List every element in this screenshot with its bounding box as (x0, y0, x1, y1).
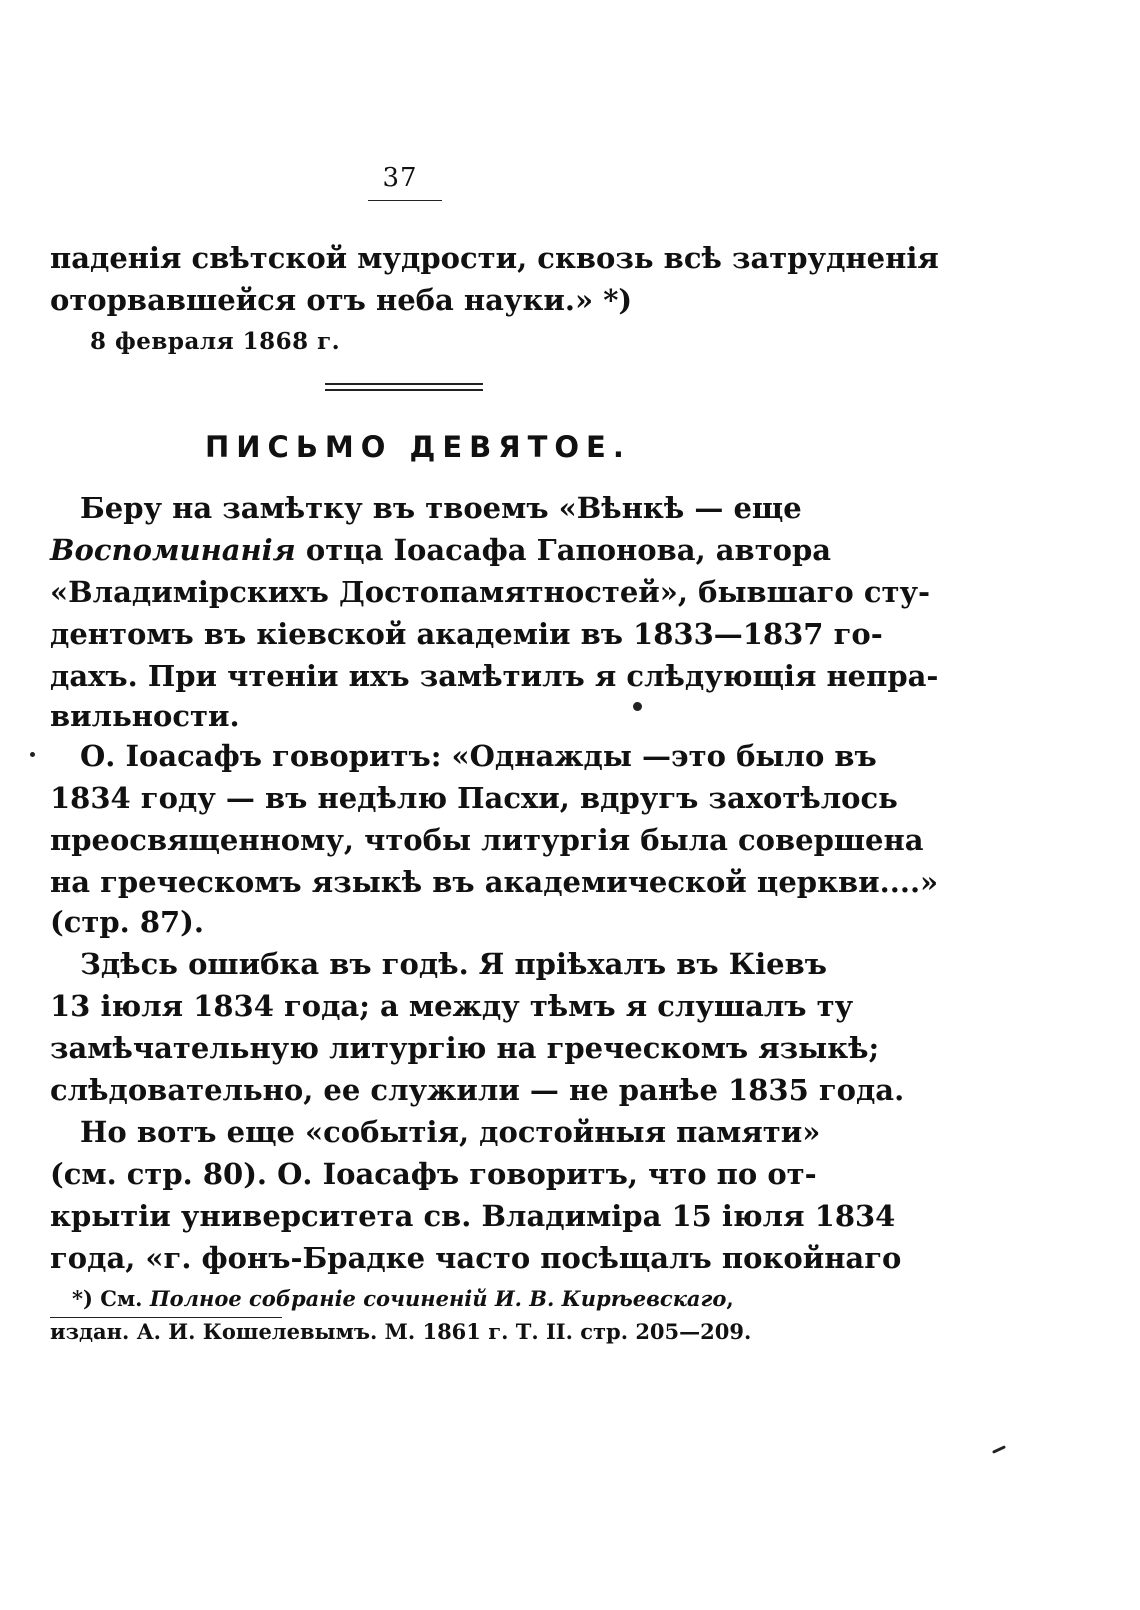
section-heading: ПИСЬМО ДЕВЯТОЕ. (205, 430, 631, 464)
text-line: дентомъ въ кіевской академіи въ 1833—1837 го- (50, 617, 883, 651)
text-line: вильности. (50, 699, 240, 733)
text-span: отца Іоасафа Гапонова, автора (295, 533, 832, 567)
text-line: дахъ. При чтеніи ихъ замѣтилъ я слѣдующія непра- (50, 659, 939, 693)
footnote-title: Полное собраніе сочиненій И. В. Кирѣевскаго (149, 1286, 727, 1311)
text-line: Беру на замѣтку въ твоемъ «Вѣнкѣ — еще (80, 491, 802, 525)
text-line: О. Іоасафъ говоритъ: «Однажды —это было въ (80, 739, 877, 773)
footnote-comma: , (726, 1286, 734, 1311)
scan-speck (633, 702, 642, 711)
text-line: на греческомъ языкѣ въ академической церкви....» (50, 865, 939, 899)
text-line: 13 іюля 1834 года; а между тѣмъ я слушалъ ту (50, 989, 854, 1023)
text-line: 1834 году — въ недѣлю Пасхи, вдругъ захотѣлось (50, 781, 898, 815)
text-line (50, 530, 832, 570)
text-line: года, «г. фонъ-Брадке часто посѣщалъ покойнаго (50, 1241, 902, 1275)
text-line: «Владимірскихъ Достопамятностей», бывшаго сту- (50, 575, 931, 609)
text-line: (см. стр. 80). О. Іоасафъ говоритъ, что по от- (50, 1157, 817, 1191)
text-line: паденія свѣтской мудрости, сквозь всѣ затрудненія (50, 241, 939, 275)
page-number-rule (368, 200, 442, 201)
text-line: преосвященному, чтобы литургія была совершена (50, 823, 924, 857)
footnote-line: издан. А. И. Кошелевымъ. М. 1861 г. Т. II. стр. 205—209. (50, 1319, 752, 1344)
letter-date: 8 февраля 1868 г. (90, 328, 341, 355)
text-line: оторвавшейся отъ неба науки.» *) (50, 283, 633, 317)
text-line: замѣчательную литургію на греческомъ языкѣ; (50, 1031, 880, 1065)
text-line: (стр. 87). (50, 905, 204, 939)
text-line: Но вотъ еще «событія, достойныя памяти» (80, 1115, 821, 1149)
scan-speck (992, 1445, 1006, 1454)
text-line: слѣдовательно, ее служили — не ранѣе 1835 года. (50, 1073, 905, 1107)
text-line: крытіи университета св. Владиміра 15 іюля 1834 (50, 1199, 896, 1233)
page-number: 37 (382, 163, 418, 193)
scan-speck (30, 752, 35, 757)
text-line: Здѣсь ошибка въ годѣ. Я пріѣхалъ въ Кіевъ (80, 947, 827, 981)
footnote-line (72, 1283, 760, 1315)
footnote-marker: *) См. (72, 1286, 150, 1311)
italic-title: Воспоминанія (50, 533, 296, 567)
section-divider (325, 383, 483, 391)
